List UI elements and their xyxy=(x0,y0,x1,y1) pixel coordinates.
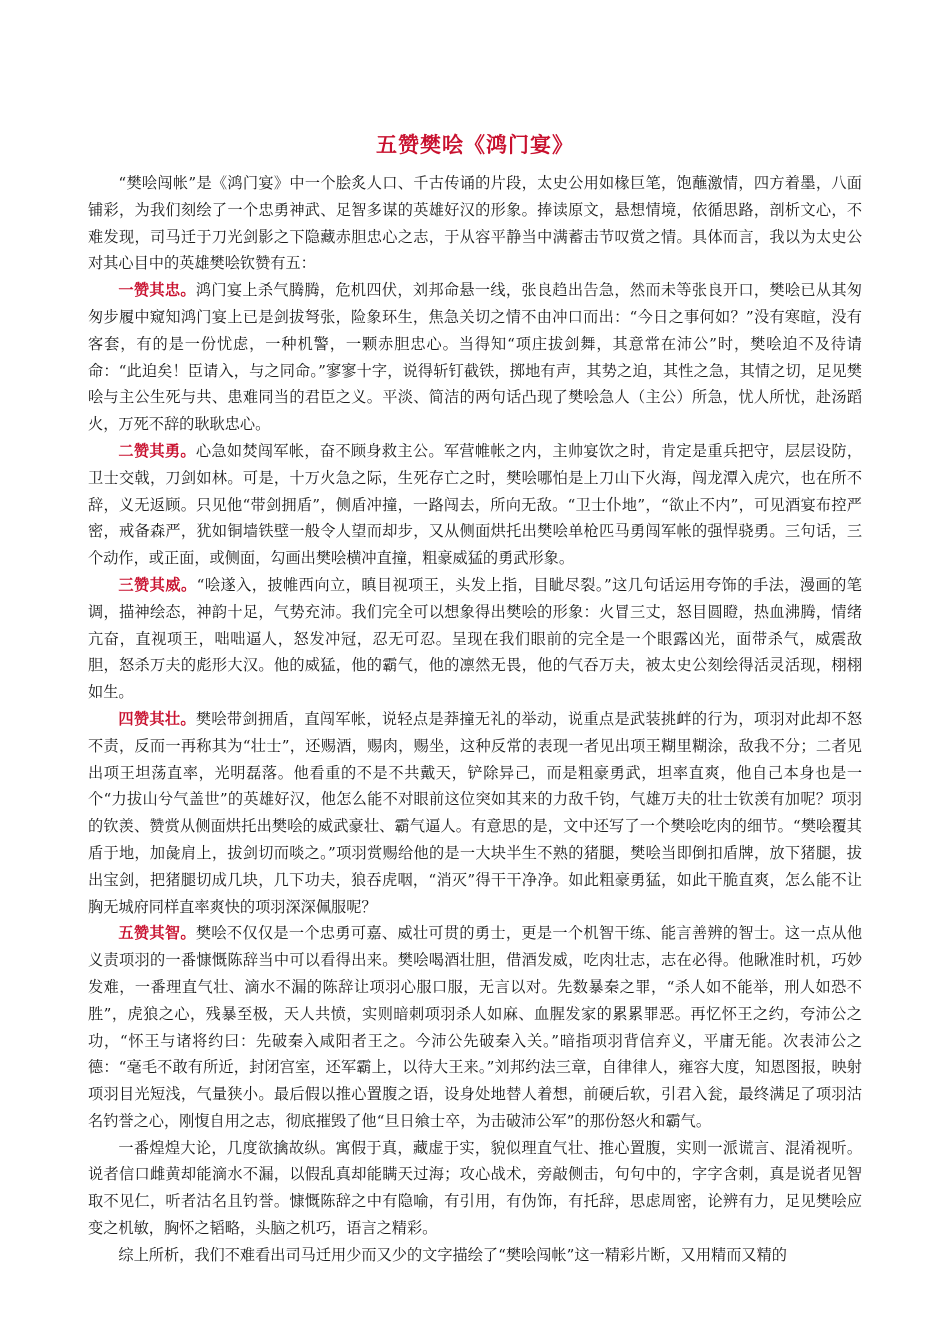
praise-courage-paragraph xyxy=(88,438,862,572)
paragraph-text: 鸿门宴上杀气腾腾，危机四伏，刘邦命悬一线，张良趋出告急，然而未等张良开口，樊哙已从其匆匆步履中窥知鸿门宴上已是剑拔弩张，险象环生，焦急关切之情不由冲口而出：“今日之事何如？”没有寒暄，没有客套，有的是一份忧虑，一种机警，一颗赤胆忠心。当得知“项庄拔剑舞，其意常在沛公”时，樊哙迫不及待请命：“此迫矣！臣请入，与之同命。”寥寥十字，说得斩钉截铁，掷地有声，其势之迫，其性之急，其情之切，足见樊哙与主公生死与共、患难同当的君臣之义。平淡、简洁的两句话凸现了樊哙急人（主公）所急，忧人所忧，赴汤蹈火，万死不辞的耿耿忠心。 xyxy=(88,281,863,434)
paragraph-heading: 三赞其威。 xyxy=(118,575,197,594)
paragraph-text: “樊哙闯帐”是《鸿门宴》中一个脍炙人口、千古传诵的片段，太史公用如椽巨笔，饱蘸激情，四方着墨，八面铺彩，为我们刻绘了一个忠勇神武、足智多谋的英雄好汉的形象。捧读原文，悬想情境，依循思路，剖析文心，不难发现，司马迁于刀光剑影之下隐藏赤胆忠心之志，于从容平静当中满蓄击节叹赏之情。具体而言，我以为太史公对其心目中的英雄樊哙钦赞有五： xyxy=(88,174,862,273)
intro-paragraph xyxy=(88,170,862,277)
paragraph-text: 综上所析，我们不难看出司马迁用少而又少的文字描绘了“樊哙闯帐”这一精彩片断，又用精而又精的 xyxy=(118,1245,787,1264)
paragraph-heading: 五赞其智。 xyxy=(118,924,196,943)
praise-loyalty-paragraph xyxy=(88,277,862,438)
analysis-paragraph xyxy=(88,1135,862,1242)
praise-valor-paragraph xyxy=(88,706,862,920)
paragraph-text: “哙遂入，披帷西向立，瞋目视项王，头发上指，目眦尽裂。”这几句话运用夸饰的手法，漫画的笔调，描神绘态，神韵十足，气势充沛。我们完全可以想象得出樊哙的形象：火冒三丈，怒目圆瞪，热血沸腾，情绪亢奋，直视项王，咄咄逼人，怒发冲冠，忍无可忍。呈现在我们眼前的完全是一个眼露凶光，面带杀气，威震敌胆，怒杀万夫的彪形大汉。他的威猛，他的霸气，他的凛然无畏，他的气吞万夫，被太史公刻绘得活灵活现，栩栩如生。 xyxy=(88,575,862,702)
paragraph-text: 一番煌煌大论，几度欲擒故纵。寓假于真，藏虚于实，貌似理直气壮、推心置腹，实则一派谎言、混淆视听。说者信口雌黄却能滴水不漏，以假乱真却能瞒天过海；攻心战术，旁敲侧击，句句中的，字字含刺，真是说者见智取不见仁，听者沽名且钓誉。慷慨陈辞之中有隐喻，有引用，有伪饰，有托辞，思虑周密，论辨有力，足见樊哙应变之机敏，胸怀之韬略，头脑之机巧，语言之精彩。 xyxy=(88,1138,862,1238)
praise-might-paragraph xyxy=(88,572,862,706)
praise-wisdom-paragraph xyxy=(88,920,862,1134)
document-page xyxy=(88,130,862,1269)
paragraph-text: 心急如焚闯军帐，奋不顾身救主公。军营帷帐之内，主帅宴饮之时，肯定是重兵把守，层层设防，卫士交戟，刀剑如林。可是，十万火急之际，生死存亡之时，樊哙哪怕是上刀山下火海，闯龙潭入虎穴，也在所不辞，义无返顾。只见他“带剑拥盾”，侧盾冲撞，一路闯去，所向无敌。“卫士仆地”，“欲止不内”，可见酒宴布控严密，戒备森严，犹如铜墙铁壁一般令人望而却步，又从侧面烘托出樊哙单枪匹马勇闯军帐的强悍骁勇。三句话，三个动作，或正面，或侧面，勾画出樊哙横冲直撞，粗豪威猛的勇武形象。 xyxy=(88,441,863,568)
paragraph-heading: 四赞其壮。 xyxy=(118,709,196,728)
paragraph-text: 樊哙带剑拥盾，直闯军帐，说轻点是莽撞无礼的举动，说重点是武装挑衅的行为，项羽对此却不怒不责，反而一再称其为“壮士”，还赐酒，赐肉，赐坐，这种反常的表现一者见出项王糊里糊涂，敌我不分；二者见出项王坦荡直率，光明磊落。他看重的不是不共戴天，铲除异己，而是粗豪勇武，坦率直爽，他自己本身也是一个“力拔山兮气盖世”的英雄好汉，他怎么能不对眼前这位突如其来的力敌千钧，气雄万夫的壮士钦羡有加呢？项羽的钦羡、赞赏从侧面烘托出樊哙的威武豪壮、霸气逼人。有意思的是，文中还写了一个樊哙吃肉的细节。“樊哙覆其盾于地，加彘肩上，拔剑切而啖之。”项羽赏赐给他的是一大块半生不熟的猪腿，樊哙当即倒扣盾牌，放下猪腿，拔出宝剑，把猪腿切成几块，几下功夫，狼吞虎咽，“消灭”得干干净净。如此粗豪勇猛，如此干脆直爽，怎么能不让胸无城府同样直率爽快的项羽深深佩服呢？ xyxy=(88,709,863,916)
paragraph-heading: 一赞其忠。 xyxy=(118,281,196,300)
summary-paragraph xyxy=(88,1242,862,1269)
paragraph-heading: 二赞其勇。 xyxy=(118,441,196,460)
paragraph-text: 樊哙不仅仅是一个忠勇可嘉、威壮可贯的勇士，更是一个机智干练、能言善辨的智士。这一点从他义责项羽的一番慷慨陈辞当中可以看得出来。樊哙喝酒壮胆，借酒发威，吃肉壮志，志在必得。他瞅准时机，巧妙发难，一番理直气壮、滴水不漏的陈辞让项羽心服口服，无言以对。先数暴秦之罪，“杀人如不能举，刑人如恐不胜”，虎狼之心，残暴至极，天人共愤，实则暗刺项羽杀人如麻、血腥发家的累累罪恶。再忆怀王之约，夸沛公之功，“怀王与诸将约曰：先破秦入咸阳者王之。今沛公先破秦入关。”暗指项羽背信弃义，平庸无能。次表沛公之德：“毫毛不敢有所近，封闭宫室，还军霸上，以待大王来。”刘邦约法三章，自律律人，雍容大度，知恩图报，映射项羽目光短浅，气量狭小。最后假以推心置腹之语，设身处地替人着想，前硬后软，引君入瓮，最终满足了项羽沽名钓誉之心，刚愎自用之志，彻底摧毁了他“旦日飨士卒，为击破沛公军”的那份怒火和霸气。 xyxy=(88,924,863,1130)
page-title: 五赞樊哙《鸿门宴》 xyxy=(376,133,574,157)
